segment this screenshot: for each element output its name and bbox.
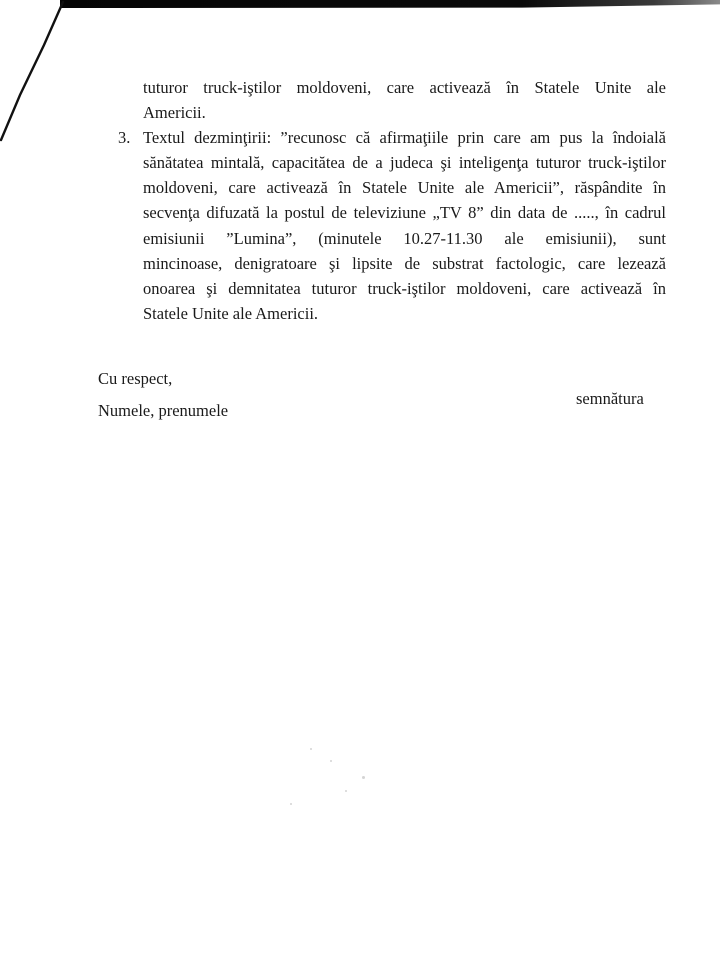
name-label: Numele, prenumele [98, 401, 229, 420]
scan-page-edge-left [0, 0, 70, 145]
scan-shadow-top [60, 0, 720, 8]
text-line: Textul dezminţirii: ”recunosc că afirmaţiile prin care am pus la îndoială [143, 128, 666, 147]
text-line: Americii. [143, 103, 206, 122]
scan-speck [345, 790, 347, 792]
text-line: sănătatea mintală, capacitătea de a judeca şi inteligenţa tuturor truck-iştilor [143, 153, 666, 172]
scan-speck [310, 748, 312, 750]
text-line: Statele Unite ale Americii. [143, 304, 319, 323]
signature-label: semnătura [576, 389, 644, 408]
text-line: tuturor truck-iştilor moldoveni, care activează în Statele Unite ale [143, 78, 666, 97]
closing-text: Cu respect, [98, 369, 173, 388]
text-line: onoarea şi demnitatea tuturor truck-iştilor moldoveni, care activează în [143, 279, 666, 298]
text-line: mincinoase, denigratoare şi lipsite de substrat factologic, care lezează [143, 254, 666, 273]
text-line: emisiunii ”Lumina”, (minutele 10.27-11.30 ale emisiunii), sunt [143, 229, 666, 248]
text-line: moldoveni, care activează în Statele Unite ale Americii”, răspândite în [143, 178, 666, 197]
text-line: secvenţa difuzată la postul de televiziune „TV 8” din data de ....., în cadrul [143, 203, 666, 222]
list-number: 3. [118, 128, 131, 147]
scan-speck [362, 776, 365, 779]
scan-speck [330, 760, 332, 762]
scan-speck [290, 803, 292, 805]
